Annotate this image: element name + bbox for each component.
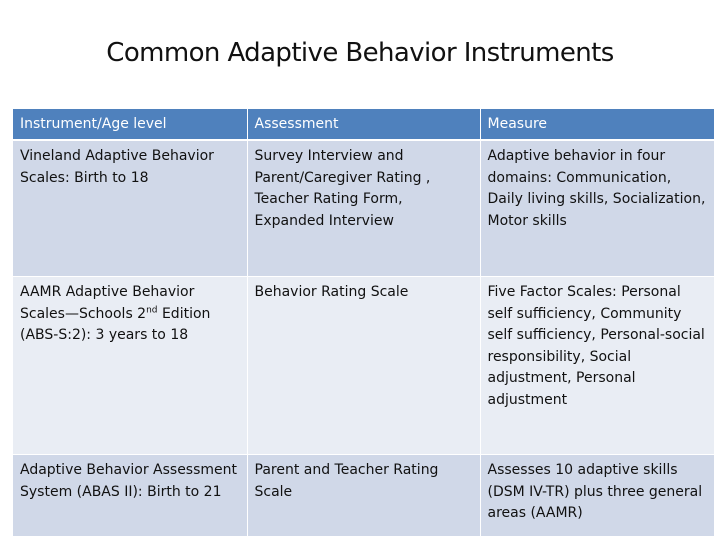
cell-measure: Five Factor Scales: Personal self sufficiency, Community self sufficiency, Personal-social responsibility, Social adjustment, Personal adjustment xyxy=(480,277,714,455)
cell-assessment: Parent and Teacher Rating Scale xyxy=(247,455,480,537)
header-assessment: Assessment xyxy=(247,109,480,140)
table-row xyxy=(13,140,714,277)
cell-instrument-text: AAMR Adaptive Behavior Scales—Schools 2 xyxy=(20,284,195,322)
cell-measure: Assesses 10 adaptive skills (DSM IV-TR) plus three general areas (AAMR) xyxy=(480,455,714,537)
table-row xyxy=(13,277,714,455)
cell-instrument xyxy=(13,277,247,455)
cell-assessment: Behavior Rating Scale xyxy=(247,277,480,455)
cell-instrument: Adaptive Behavior Assessment System (ABAS II): Birth to 21 xyxy=(13,455,247,537)
instruments-table xyxy=(13,109,714,537)
cell-instrument: Vineland Adaptive Behavior Scales: Birth to 18 xyxy=(13,140,247,277)
table-row xyxy=(13,455,714,537)
cell-assessment: Survey Interview and Parent/Caregiver Rating , Teacher Rating Form, Expanded Interview xyxy=(247,140,480,277)
header-measure: Measure xyxy=(480,109,714,140)
header-instrument: Instrument/Age level xyxy=(13,109,247,140)
cell-instrument-text-end: Edition (ABS-S:2): 3 years to 18 xyxy=(20,305,211,343)
page-title: Common Adaptive Behavior Instruments xyxy=(106,38,614,68)
cell-measure: Adaptive behavior in four domains: Communication, Daily living skills, Socialization, Motor skills xyxy=(480,140,714,277)
header-row xyxy=(13,109,714,140)
ordinal-suffix: nd xyxy=(146,304,158,315)
